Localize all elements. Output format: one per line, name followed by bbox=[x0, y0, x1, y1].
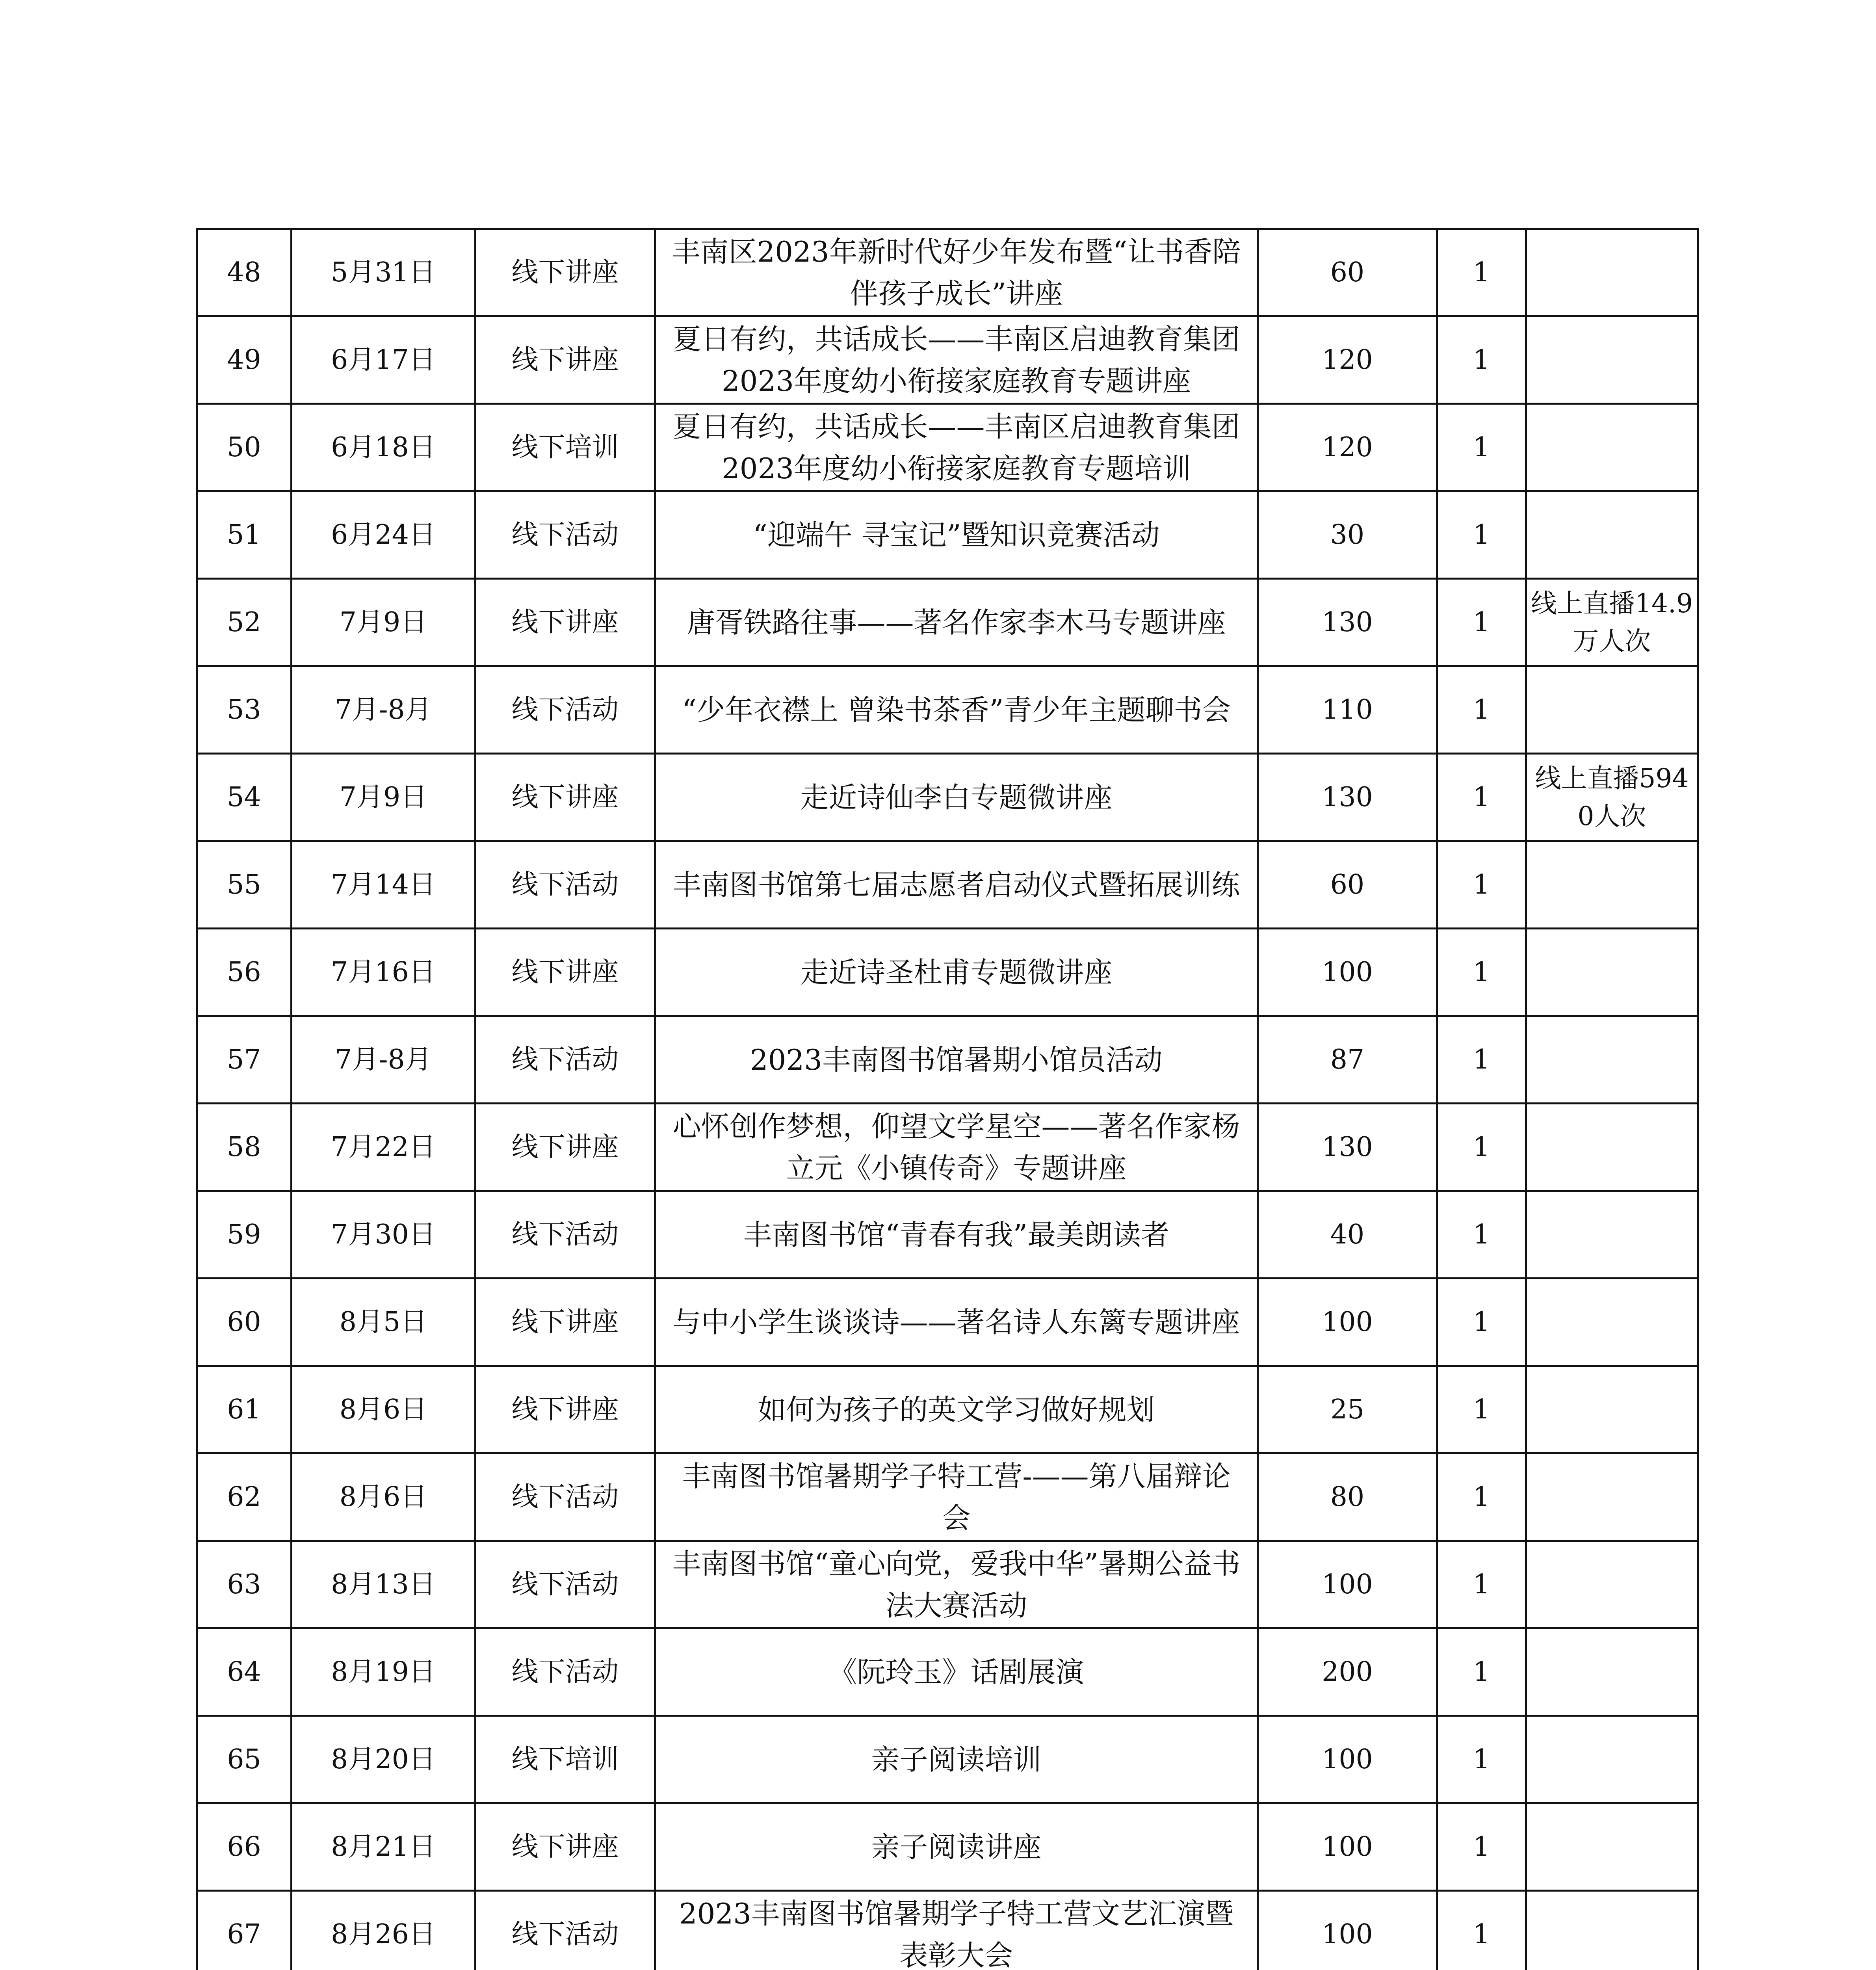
session-count: 1 bbox=[1437, 929, 1526, 1016]
activity-date: 7月-8月 bbox=[292, 666, 476, 754]
row-number: 66 bbox=[197, 1803, 292, 1891]
remark bbox=[1526, 229, 1698, 316]
row-number: 62 bbox=[197, 1453, 292, 1541]
activity-date: 8月6日 bbox=[292, 1453, 476, 1541]
remark bbox=[1526, 929, 1698, 1016]
table-row bbox=[197, 1453, 1698, 1541]
participant-count: 87 bbox=[1258, 1016, 1437, 1104]
table-row bbox=[197, 1891, 1698, 1970]
activity-date: 8月5日 bbox=[292, 1279, 476, 1366]
participant-count: 100 bbox=[1258, 1279, 1437, 1366]
activity-title: 丰南图书馆第七届志愿者启动仪式暨拓展训练 bbox=[655, 841, 1258, 929]
activity-title: 丰南图书馆“童心向党，爱我中华”暑期公益书法大赛活动 bbox=[655, 1541, 1258, 1628]
activity-title: 与中小学生谈谈诗——著名诗人东篱专题讲座 bbox=[655, 1279, 1258, 1366]
remark bbox=[1526, 1366, 1698, 1453]
participant-count: 130 bbox=[1258, 1104, 1437, 1191]
activity-title: 唐胥铁路往事——著名作家李木马专题讲座 bbox=[655, 579, 1258, 666]
activity-title: 亲子阅读讲座 bbox=[655, 1803, 1258, 1891]
session-count: 1 bbox=[1437, 754, 1526, 841]
activity-type: 线下活动 bbox=[476, 1891, 655, 1970]
session-count: 1 bbox=[1437, 1628, 1526, 1716]
activity-date: 7月16日 bbox=[292, 929, 476, 1016]
activity-type: 线下讲座 bbox=[476, 754, 655, 841]
activity-type: 线下活动 bbox=[476, 1191, 655, 1279]
row-number: 50 bbox=[197, 404, 292, 491]
table-row bbox=[197, 754, 1698, 841]
participant-count: 60 bbox=[1258, 841, 1437, 929]
table-row bbox=[197, 1016, 1698, 1104]
session-count: 1 bbox=[1437, 841, 1526, 929]
activity-date: 6月17日 bbox=[292, 316, 476, 404]
participant-count: 100 bbox=[1258, 929, 1437, 1016]
row-number: 65 bbox=[197, 1716, 292, 1803]
participant-count: 120 bbox=[1258, 404, 1437, 491]
activity-date: 5月31日 bbox=[292, 229, 476, 316]
remark bbox=[1526, 1191, 1698, 1279]
activity-date: 6月18日 bbox=[292, 404, 476, 491]
table-row bbox=[197, 1541, 1698, 1628]
activity-type: 线下培训 bbox=[476, 404, 655, 491]
row-number: 60 bbox=[197, 1279, 292, 1366]
participant-count: 100 bbox=[1258, 1716, 1437, 1803]
row-number: 59 bbox=[197, 1191, 292, 1279]
remark: 线上直播14.9万人次 bbox=[1526, 579, 1698, 666]
session-count: 1 bbox=[1437, 1016, 1526, 1104]
row-number: 53 bbox=[197, 666, 292, 754]
remark bbox=[1526, 1016, 1698, 1104]
row-number: 58 bbox=[197, 1104, 292, 1191]
activity-date: 7月9日 bbox=[292, 754, 476, 841]
activity-type: 线下活动 bbox=[476, 491, 655, 579]
activity-title: “少年衣襟上 曾染书茶香”青少年主题聊书会 bbox=[655, 666, 1258, 754]
activity-title: 亲子阅读培训 bbox=[655, 1716, 1258, 1803]
row-number: 52 bbox=[197, 579, 292, 666]
activity-title: 《阮玲玉》话剧展演 bbox=[655, 1628, 1258, 1716]
participant-count: 110 bbox=[1258, 666, 1437, 754]
row-number: 67 bbox=[197, 1891, 292, 1970]
participant-count: 120 bbox=[1258, 316, 1437, 404]
activity-title: 心怀创作梦想，仰望文学星空——著名作家杨立元《小镇传奇》专题讲座 bbox=[655, 1104, 1258, 1191]
activity-type: 线下讲座 bbox=[476, 1366, 655, 1453]
session-count: 1 bbox=[1437, 404, 1526, 491]
row-number: 51 bbox=[197, 491, 292, 579]
participant-count: 130 bbox=[1258, 754, 1437, 841]
session-count: 1 bbox=[1437, 1279, 1526, 1366]
table-row bbox=[197, 1104, 1698, 1191]
row-number: 63 bbox=[197, 1541, 292, 1628]
table-row bbox=[197, 1716, 1698, 1803]
participant-count: 25 bbox=[1258, 1366, 1437, 1453]
session-count: 1 bbox=[1437, 1803, 1526, 1891]
activity-table bbox=[196, 228, 1699, 1970]
session-count: 1 bbox=[1437, 316, 1526, 404]
remark bbox=[1526, 1453, 1698, 1541]
activity-title: 如何为孩子的英文学习做好规划 bbox=[655, 1366, 1258, 1453]
activity-title: 2023丰南图书馆暑期小馆员活动 bbox=[655, 1016, 1258, 1104]
remark bbox=[1526, 1803, 1698, 1891]
activity-type: 线下活动 bbox=[476, 1016, 655, 1104]
table-row bbox=[197, 229, 1698, 316]
session-count: 1 bbox=[1437, 1716, 1526, 1803]
row-number: 64 bbox=[197, 1628, 292, 1716]
activity-type: 线下讲座 bbox=[476, 1803, 655, 1891]
activity-title: 夏日有约，共话成长——丰南区启迪教育集团2023年度幼小衔接家庭教育专题讲座 bbox=[655, 316, 1258, 404]
table-row bbox=[197, 1366, 1698, 1453]
session-count: 1 bbox=[1437, 1104, 1526, 1191]
row-number: 57 bbox=[197, 1016, 292, 1104]
activity-date: 7月-8月 bbox=[292, 1016, 476, 1104]
table-row bbox=[197, 929, 1698, 1016]
activity-date: 7月14日 bbox=[292, 841, 476, 929]
activity-date: 8月19日 bbox=[292, 1628, 476, 1716]
activity-title: 丰南图书馆“青春有我”最美朗读者 bbox=[655, 1191, 1258, 1279]
participant-count: 100 bbox=[1258, 1541, 1437, 1628]
session-count: 1 bbox=[1437, 1891, 1526, 1970]
table-row bbox=[197, 404, 1698, 491]
session-count: 1 bbox=[1437, 1366, 1526, 1453]
activity-title: 丰南区2023年新时代好少年发布暨“让书香陪伴孩子成长”讲座 bbox=[655, 229, 1258, 316]
activity-date: 7月30日 bbox=[292, 1191, 476, 1279]
activity-date: 8月13日 bbox=[292, 1541, 476, 1628]
table-row bbox=[197, 666, 1698, 754]
remark bbox=[1526, 841, 1698, 929]
remark bbox=[1526, 1104, 1698, 1191]
activity-title: 走近诗圣杜甫专题微讲座 bbox=[655, 929, 1258, 1016]
activity-type: 线下活动 bbox=[476, 666, 655, 754]
remark bbox=[1526, 316, 1698, 404]
table-row bbox=[197, 841, 1698, 929]
activity-date: 8月26日 bbox=[292, 1891, 476, 1970]
participant-count: 30 bbox=[1258, 491, 1437, 579]
remark bbox=[1526, 1716, 1698, 1803]
activity-type: 线下活动 bbox=[476, 841, 655, 929]
participant-count: 100 bbox=[1258, 1803, 1437, 1891]
session-count: 1 bbox=[1437, 229, 1526, 316]
table-row bbox=[197, 1279, 1698, 1366]
activity-title: 走近诗仙李白专题微讲座 bbox=[655, 754, 1258, 841]
remark bbox=[1526, 404, 1698, 491]
session-count: 1 bbox=[1437, 579, 1526, 666]
participant-count: 100 bbox=[1258, 1891, 1437, 1970]
activity-title: 夏日有约，共话成长——丰南区启迪教育集团2023年度幼小衔接家庭教育专题培训 bbox=[655, 404, 1258, 491]
activity-type: 线下讲座 bbox=[476, 579, 655, 666]
participant-count: 130 bbox=[1258, 579, 1437, 666]
participant-count: 60 bbox=[1258, 229, 1437, 316]
remark bbox=[1526, 491, 1698, 579]
participant-count: 40 bbox=[1258, 1191, 1437, 1279]
session-count: 1 bbox=[1437, 1453, 1526, 1541]
row-number: 54 bbox=[197, 754, 292, 841]
session-count: 1 bbox=[1437, 1191, 1526, 1279]
table-row bbox=[197, 579, 1698, 666]
activity-date: 6月24日 bbox=[292, 491, 476, 579]
participant-count: 80 bbox=[1258, 1453, 1437, 1541]
session-count: 1 bbox=[1437, 1541, 1526, 1628]
table-row bbox=[197, 1803, 1698, 1891]
activity-date: 8月20日 bbox=[292, 1716, 476, 1803]
activity-type: 线下活动 bbox=[476, 1541, 655, 1628]
table-row bbox=[197, 1628, 1698, 1716]
participant-count: 200 bbox=[1258, 1628, 1437, 1716]
activity-type: 线下培训 bbox=[476, 1716, 655, 1803]
remark bbox=[1526, 1541, 1698, 1628]
row-number: 49 bbox=[197, 316, 292, 404]
activity-title: “迎端午 寻宝记”暨知识竞赛活动 bbox=[655, 491, 1258, 579]
remark bbox=[1526, 1628, 1698, 1716]
activity-type: 线下讲座 bbox=[476, 229, 655, 316]
table-row bbox=[197, 491, 1698, 579]
activity-title: 丰南图书馆暑期学子特工营-——第八届辩论会 bbox=[655, 1453, 1258, 1541]
table-row bbox=[197, 1191, 1698, 1279]
row-number: 61 bbox=[197, 1366, 292, 1453]
session-count: 1 bbox=[1437, 491, 1526, 579]
activity-type: 线下讲座 bbox=[476, 316, 655, 404]
row-number: 55 bbox=[197, 841, 292, 929]
activity-date: 7月9日 bbox=[292, 579, 476, 666]
activity-date: 8月6日 bbox=[292, 1366, 476, 1453]
activity-type: 线下讲座 bbox=[476, 1104, 655, 1191]
row-number: 48 bbox=[197, 229, 292, 316]
activity-date: 8月21日 bbox=[292, 1803, 476, 1891]
remark: 线上直播5940人次 bbox=[1526, 754, 1698, 841]
activity-type: 线下讲座 bbox=[476, 1279, 655, 1366]
activity-type: 线下讲座 bbox=[476, 929, 655, 1016]
remark bbox=[1526, 1279, 1698, 1366]
remark bbox=[1526, 1891, 1698, 1970]
activity-date: 7月22日 bbox=[292, 1104, 476, 1191]
table-row bbox=[197, 316, 1698, 404]
remark bbox=[1526, 666, 1698, 754]
row-number: 56 bbox=[197, 929, 292, 1016]
activity-type: 线下活动 bbox=[476, 1628, 655, 1716]
activity-title: 2023丰南图书馆暑期学子特工营文艺汇演暨表彰大会 bbox=[655, 1891, 1258, 1970]
session-count: 1 bbox=[1437, 666, 1526, 754]
activity-type: 线下活动 bbox=[476, 1453, 655, 1541]
